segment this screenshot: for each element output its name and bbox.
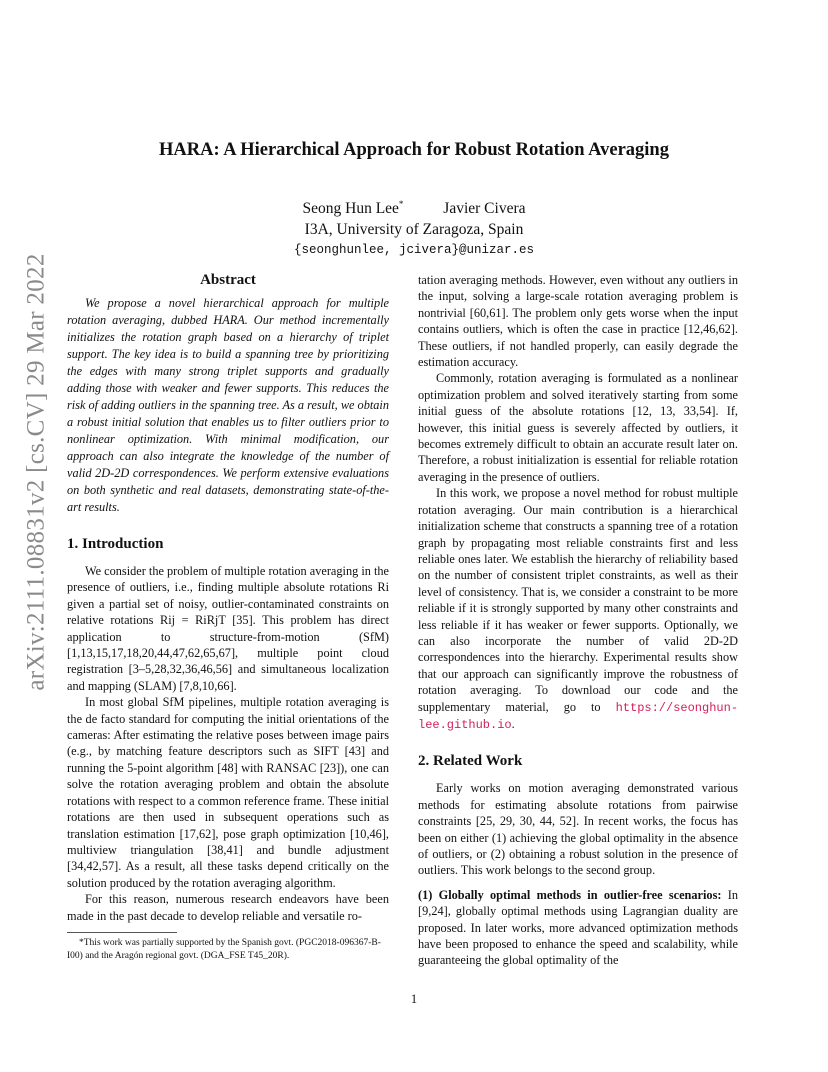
related-heading: 2. Related Work	[418, 753, 523, 770]
right-column	[418, 272, 738, 969]
intro-paragraph-5	[418, 485, 738, 733]
author-email: {seonghunlee, jcivera}@unizar.es	[293, 243, 535, 258]
author-1	[303, 200, 404, 217]
paper-title: HARA: A Hierarchical Approach for Robust Rotation Averaging	[159, 140, 669, 160]
abstract-text: We propose a novel hierarchical approach for multiple rotation averaging, dubbed HARA. Our method incrementally initializes the rotation graph based on a hierarchy of triplet support. The key idea is to build a spanning tree by prioritizing the edges with many strong triplet supports and gradually adding those with weaker and fewer supports. This reduces the risk of adding outliers in the spanning tree. As a result, we obtain a robust initial solution that enables us to filter outliers prior to nonlinear optimization. With minimal modification, our approach can also integrate the knowledge of the number of valid 2D-2D correspondences. We perform extensive evaluations on both synthetic and real datasets, demonstrating state-of-the-art results.	[67, 296, 389, 514]
arxiv-id: arXiv:2111.08831v2 [cs.CV] 29 Mar 2022	[23, 253, 50, 691]
intro-paragraph-4: Commonly, rotation averaging is formulated as a nonlinear optimization problem and solved iteratively starting from some initial guess of the absolute rotations [12, 13, 33,54]. If, however, this initial guess is severely affected by outliers, it becomes extremely difficult to obtain an accurate result later on. Therefore, a robust initialization is essential for reliable rotation averaging in the presence of outliers.	[418, 371, 738, 484]
related-paragraph-2	[418, 887, 738, 969]
footnote-mark: *	[398, 199, 404, 209]
footnote-rule	[67, 932, 177, 933]
author-1-name: Seong Hun Lee	[302, 200, 399, 218]
page-number: 1	[410, 992, 418, 1006]
intro-heading: 1. Introduction	[67, 536, 164, 552]
author-2: Javier Civera	[443, 200, 526, 218]
intro-paragraph-2: In most global SfM pipelines, multiple rotation averaging is the de facto standard for computing the initial orientations of the cameras: After estimating the relative poses between image pairs (e.g., by matching feature descriptors such as SIFT [43] and running the 5-point algorithm [48] with RANSAC [23]), one can solve the rotation averaging problem and obtain the absolute rotations with respect to a common reference frame. These initial rotations are then used in subsequent operations such as translation estimation [17,62], pose graph optimization [10,46], multiview triangulation [38,41] and bundle adjustment [34,42,57]. As a result, all these tasks depend critically on the solution produced by the rotation averaging algorithm.	[67, 695, 389, 890]
left-column	[67, 272, 389, 963]
runin-heading: (1) Globally optimal methods in outlier-free scenarios:	[418, 887, 722, 902]
project-link[interactable]: https://seonghun-lee.github.io	[418, 700, 739, 732]
related-paragraph-1: Early works on motion averaging demonstrated various methods for estimating absolute rotations from pairwise constraints [25, 29, 30, 44, 52]. In recent works, the focus has been on either (1) achieving the global optimality in the absence of outliers, or (2) obtaining a robust solution in the presence of outliers. This work belongs to the second group.	[418, 781, 738, 878]
intro-paragraph-3: For this reason, numerous research endeavors have been made in the past decade to develop reliable and versatile ro-	[67, 892, 389, 923]
intro-paragraph-1: We consider the problem of multiple rotation averaging in the presence of outliers, i.e., finding multiple absolute rotations Ri given a partial set of noisy, outlier-contaminated constraints on relative rotations Rij = RiRjT [35]. This problem has direct application to structure-from-motion (SfM) [1,13,15,17,18,20,44,47,62,65,67], multiple point cloud registration [3–5,28,32,36,46,56] and simultaneous localization and mapping (SLAM) [7,8,10,66].	[67, 564, 389, 693]
intro-paragraph-cont: tation averaging methods. However, even without any outliers in the input, solving a large-scale rotation averaging problem is nontrivial [60,61]. The problem only gets worse when the input contains outliers, which is often the case in practice [12,46,62]. These outliers, if not handled properly, can easily degrade the estimation accuracy.	[418, 273, 738, 370]
arxiv-sidebar-stamp	[14, 253, 60, 691]
related-paragraph-2-text: In [9,24], globally optimal methods using Lagrangian duality are proposed. In later works, more advanced optimization methods have been proposed to enhance the speed and scalability, while guaranteeing the global optimality of the	[418, 887, 738, 968]
period: .	[511, 716, 515, 731]
author-block	[0, 194, 828, 261]
author-names	[0, 194, 828, 219]
abstract-heading: Abstract	[200, 272, 256, 288]
affiliation: I3A, University of Zaragoza, Spain	[304, 221, 524, 239]
intro-paragraph-5-text: In this work, we propose a novel method for robust multiple rotation averaging. Our main contribution is a hierarchical initialization scheme that constructs a spanning tree of a rotation graph by propagating most reliable constraints first and less reliable ones later. We establish the hierarchy of reliability based on the number of consistent triplet constraints, as well as their level of consistency. That is, we consider a constraint to be more reliable if it is strongly supported by many other constraints and less reliable if it has weaker or fewer supports. Optionally, we can also incorporate the number of valid 2D-2D correspondences into the hierarchy. Experimental results show that our approach can significantly improve the robustness of rotation averaging. To download our code and the supplementary material, go to	[418, 486, 738, 714]
footnote: *This work was partially supported by the Spanish govt. (PGC2018-096367-B-I00) and the Aragón regional govt. (DGA_FSE T45_20R).	[67, 937, 381, 961]
